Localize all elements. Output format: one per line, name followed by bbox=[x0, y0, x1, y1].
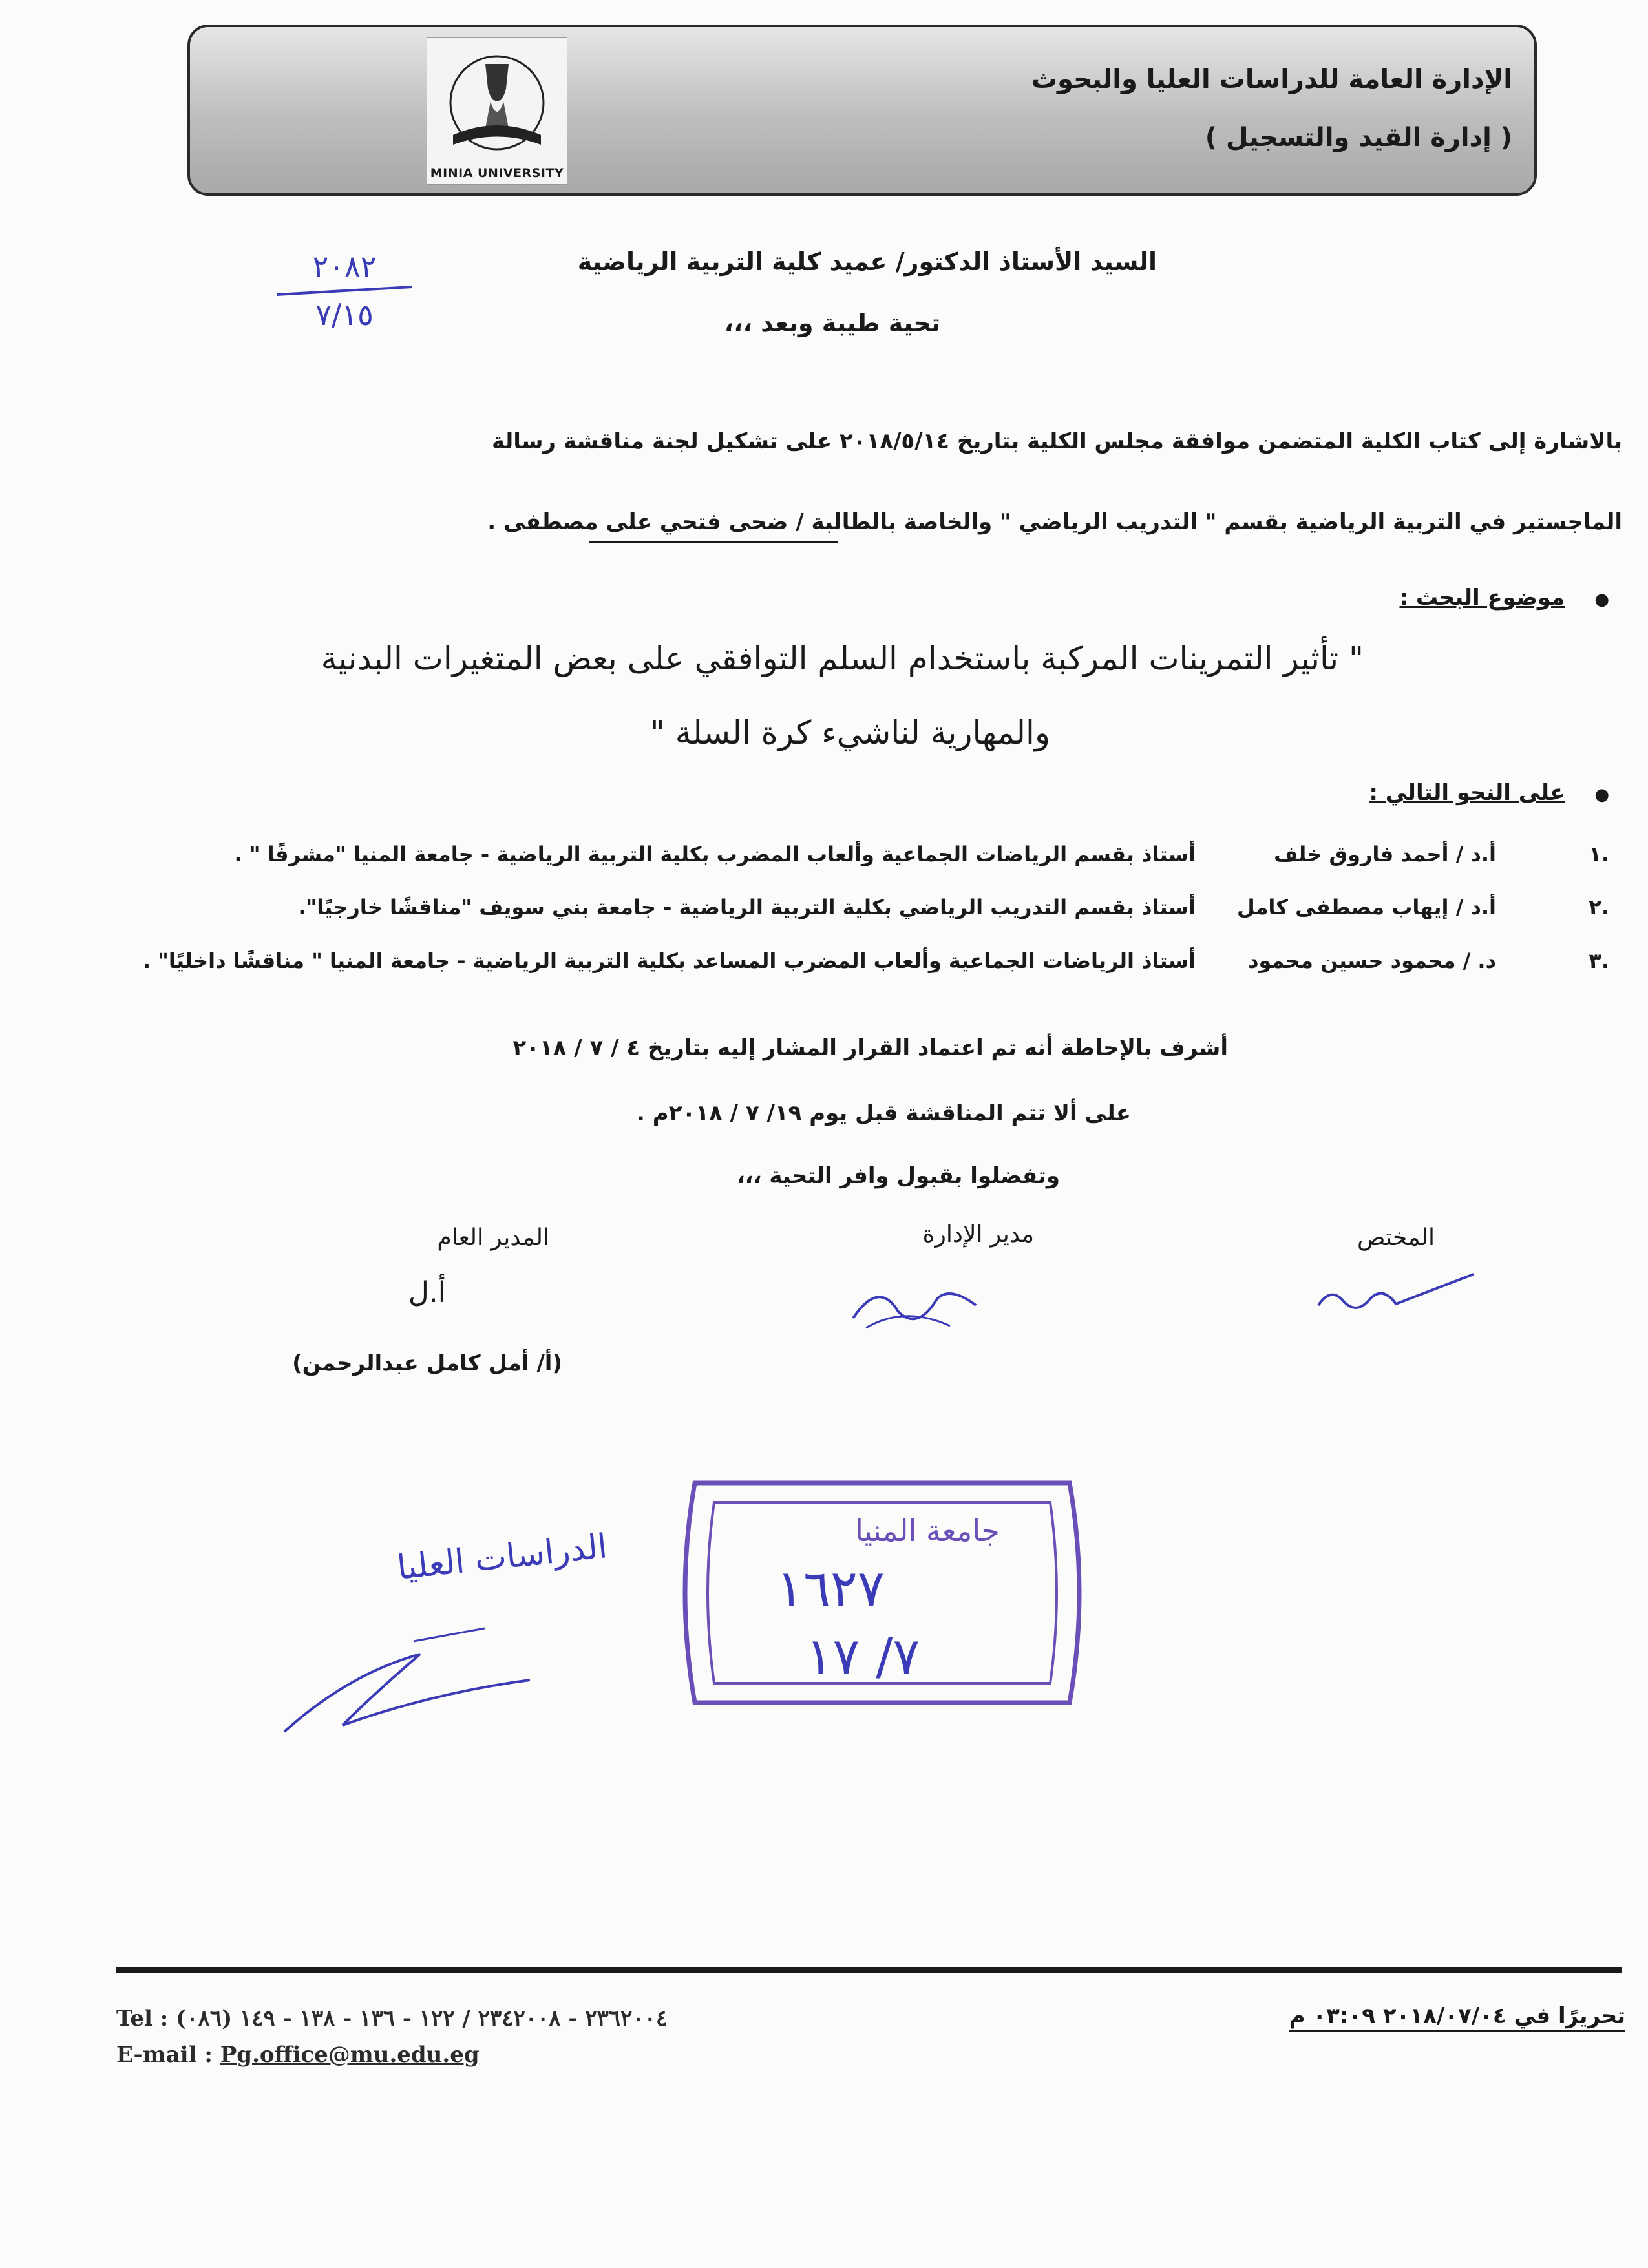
specialist-title: المختص bbox=[1357, 1224, 1435, 1251]
body-paragraph-line2 bbox=[487, 509, 1622, 535]
research-title-line2: والمهارية لناشيء كرة السلة " bbox=[650, 714, 1050, 751]
specialist-signature bbox=[1312, 1266, 1480, 1325]
member-number: ٣. bbox=[1589, 949, 1609, 973]
research-topic-label: موضوع البحث : bbox=[1399, 585, 1565, 611]
member-name: أ.د / أحمد فاروق خلف bbox=[1274, 842, 1496, 866]
graduate-signature bbox=[271, 1615, 543, 1745]
member-description: أستاذ بقسم الرياضات الجماعية وألعاب المضرب بكلية التربية الرياضية - جامعة المنيا "مشرفًا " . bbox=[234, 842, 1196, 866]
general-director-name: (أ/ أمل كامل عبدالرحمن) bbox=[292, 1350, 562, 1376]
footer-rule bbox=[116, 1967, 1622, 1973]
approval-line1: أشرف بالإحاطة أنه تم اعتماد القرار المشار إليه بتاريخ ٤ / ٧ / ٢٠١٨ bbox=[512, 1035, 1228, 1061]
graduate-studies-note: الدراسات العليا bbox=[395, 1527, 609, 1588]
written-on-date: تحريرًا في ٢٠١٨/٠٧/٠٤ ٠٣:٠٩ م bbox=[1289, 2003, 1625, 2032]
university-logo bbox=[427, 37, 567, 185]
university-stamp bbox=[669, 1464, 1095, 1722]
research-title-line1: " تأثير التمرينات المركبة باستخدام السلم التوافقي على بعض المتغيرات البدنية bbox=[321, 640, 1364, 677]
member-description: أستاذ بقسم التدريب الرياضي بكلية التربية الرياضية - جامعة بني سويف "مناقشًا خارجيًا". bbox=[298, 895, 1196, 919]
footer-telephone: Tel : (٠٨٦) ٢٣٦٢٠٠٤ - ٢٣٤٢٠٠٨ / ١٢٢ - ١٣٦ - ١٣٨ - ١٤٩ bbox=[116, 2006, 668, 2032]
committee-label: على النحو التالي : bbox=[1369, 780, 1565, 806]
general-director-initial: أ.ل bbox=[408, 1276, 446, 1309]
greeting: تحية طيبة وبعد ،،، bbox=[724, 309, 940, 337]
header-subtitle: ( إدارة القيد والتسجيل ) bbox=[1205, 123, 1512, 152]
general-director-title: المدير العام bbox=[437, 1224, 549, 1251]
closing-line: وتفضلوا بقبول وافر التحية ،،، bbox=[736, 1163, 1060, 1189]
header-banner bbox=[187, 25, 1537, 196]
logo-text: MINIA UNIVERSITY bbox=[430, 166, 564, 180]
student-name-underline bbox=[589, 541, 838, 543]
department-director-title: مدير الإدارة bbox=[922, 1221, 1034, 1248]
stamp-date: ٧/ ١٧ bbox=[805, 1628, 920, 1686]
handwritten-reference bbox=[270, 244, 419, 335]
handwritten-ref-date: ٧/١٥ bbox=[315, 297, 374, 332]
email-link[interactable]: Pg.office@mu.edu.eg bbox=[220, 2042, 480, 2068]
stamp-number: ١٦٢٧ bbox=[776, 1560, 885, 1618]
member-number: ٢. bbox=[1589, 895, 1609, 919]
member-number: ١. bbox=[1589, 842, 1609, 866]
approval-line2: على ألا تتم المناقشة قبل يوم ١٩/ ٧ / ٢٠١٨م . bbox=[637, 1100, 1131, 1126]
department-director-signature bbox=[840, 1266, 989, 1338]
handwritten-ref-number: ٢٠٨٢ bbox=[312, 249, 377, 284]
nefertiti-emblem-icon bbox=[427, 38, 567, 161]
header-title: الإدارة العامة للدراسات العليا والبحوث bbox=[1031, 65, 1512, 94]
footer-email bbox=[116, 2042, 480, 2068]
committee-bullet: ●على النحو التالي : bbox=[1369, 780, 1609, 806]
body-paragraph-line1: بالاشارة إلى كتاب الكلية المتضمن موافقة مجلس الكلية بتاريخ ٢٠١٨/٥/١٤ على تشكيل لجنة مناقشة رسالة bbox=[491, 428, 1622, 454]
addressee: السيد الأستاذ الدكتور/ عميد كلية التربية الرياضية bbox=[577, 247, 1157, 276]
body-paragraph-text: الماجستير في التربية الرياضية بقسم " التدريب الرياضي " والخاصة بالطالبة / bbox=[796, 509, 1622, 535]
student-name: ضحى فتحي على مصطفى . bbox=[487, 509, 788, 535]
member-name: د. / محمود حسين محمود bbox=[1248, 949, 1496, 973]
email-label: E-mail : bbox=[116, 2042, 213, 2068]
stamp-university: جامعة المنيا bbox=[855, 1513, 1000, 1548]
member-name: أ.د / إيهاب مصطفى كامل bbox=[1237, 895, 1496, 919]
research-topic-bullet: ●موضوع البحث : bbox=[1399, 585, 1609, 611]
member-description: أستاذ الرياضات الجماعية وألعاب المضرب المساعد بكلية التربية الرياضية - جامعة المنيا " مناقشًا داخليًا" . bbox=[142, 949, 1196, 973]
